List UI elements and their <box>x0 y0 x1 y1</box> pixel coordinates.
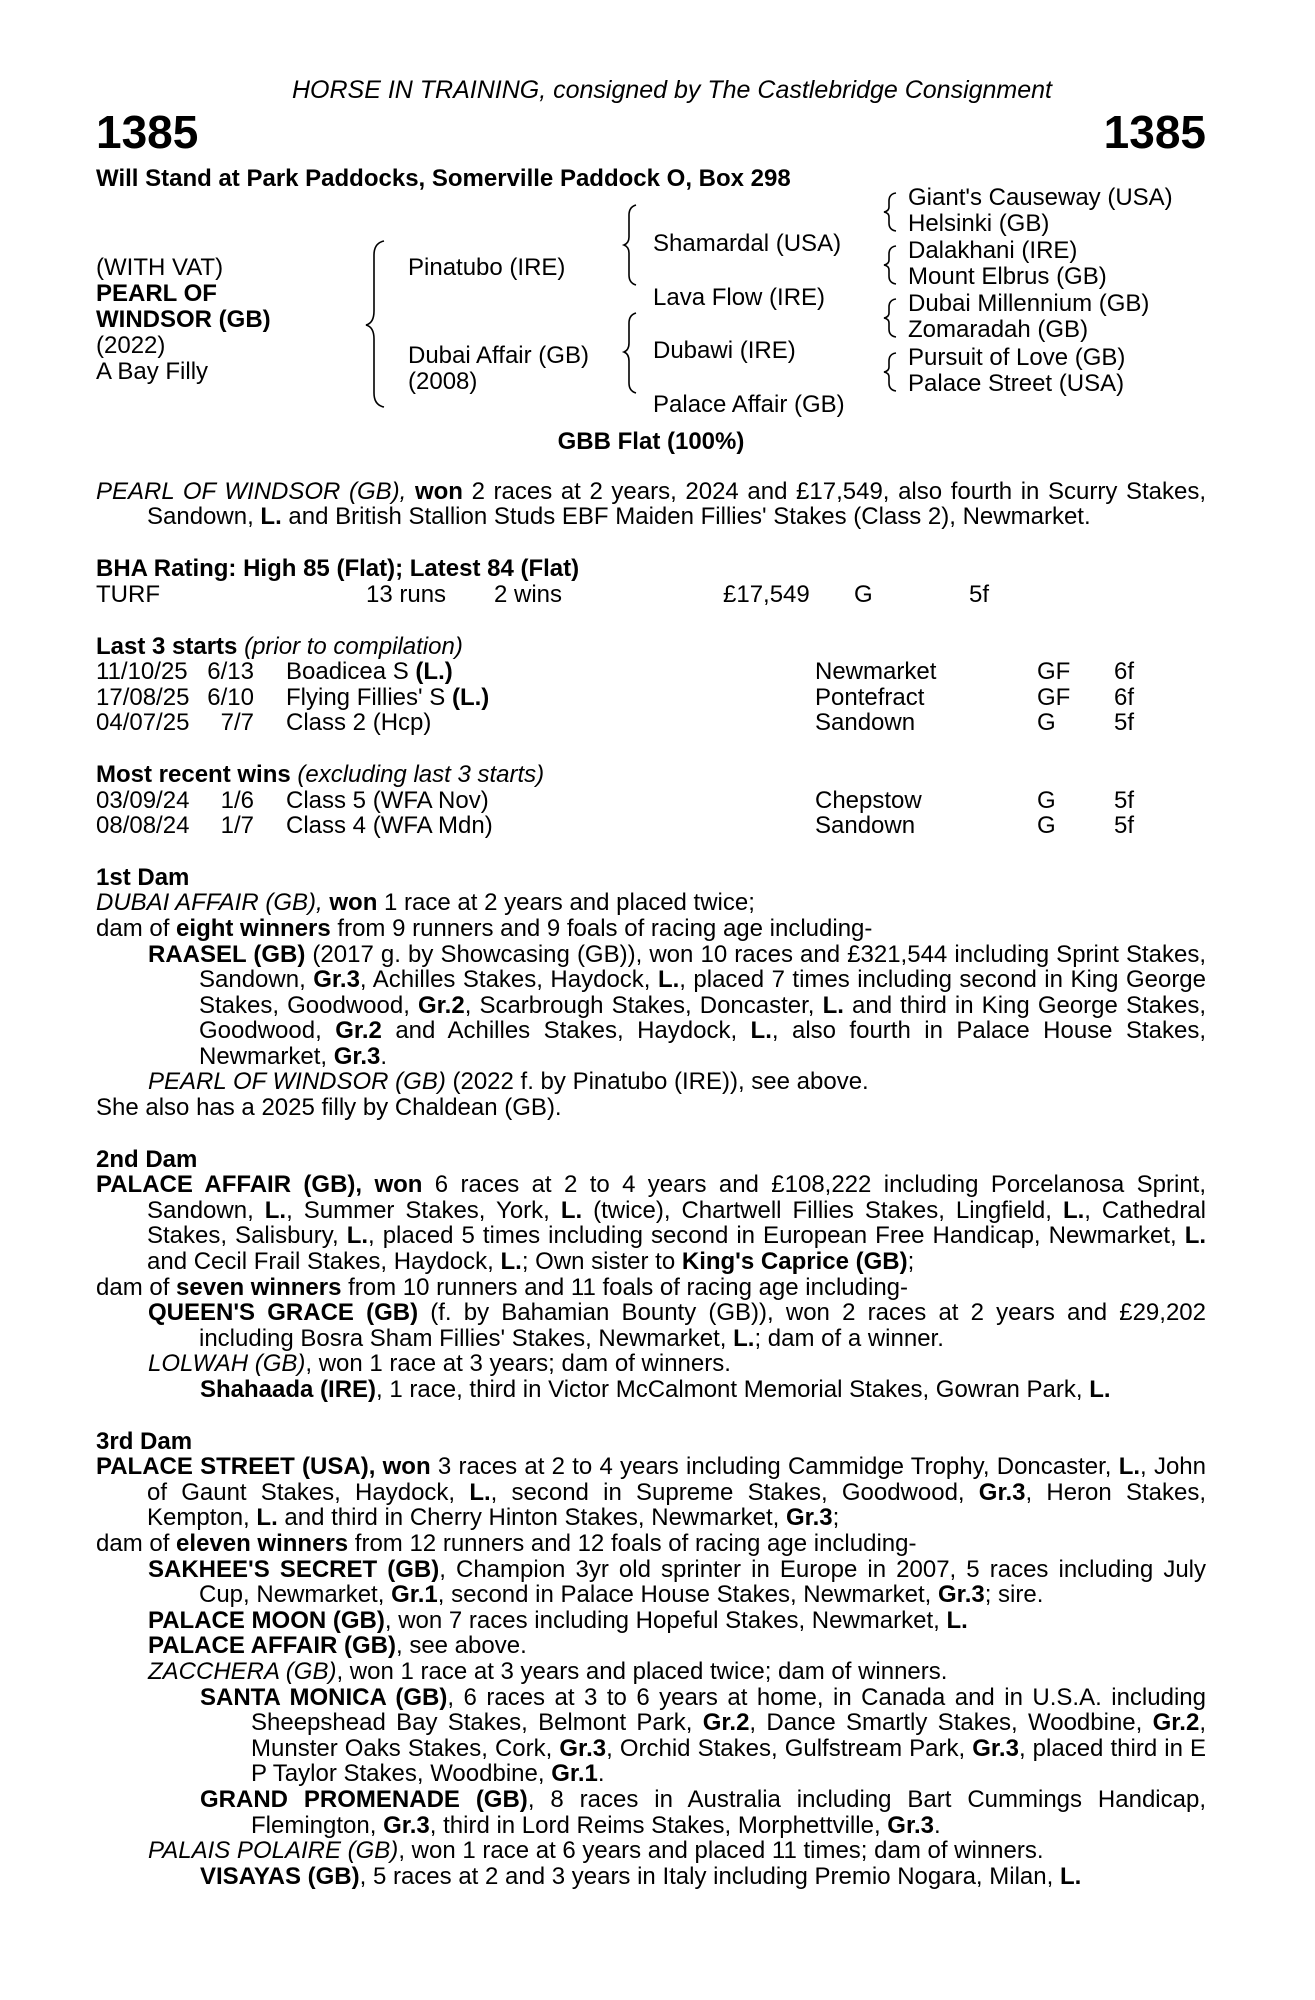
distance: 5f <box>969 580 990 608</box>
racecourse: Pontefract <box>815 683 925 711</box>
horse-name: LOLWAH (GB) <box>148 1350 306 1378</box>
race-title: Flying Fillies' S <box>286 683 452 711</box>
produce-palace-moon <box>96 1608 1206 1634</box>
race-grade: (L.) <box>415 658 453 686</box>
second-dam-heading: 2nd Dam <box>96 1145 198 1173</box>
text: , see above. <box>395 1632 527 1660</box>
horse-name: VISAYAS (GB) <box>200 1862 360 1890</box>
pedigree-table <box>96 184 1206 425</box>
text: ; <box>907 1248 915 1276</box>
listed-mark: L. <box>500 1248 522 1276</box>
text: (f. by Bahamian Bounty (GB)), won 2 races at 2 years and £29,202 including Bosra Sham Fillies' Stakes, Newmarket, <box>199 1299 1206 1352</box>
finish-position: 1/7 <box>220 812 254 840</box>
text: , 6 races at 3 to 6 years at home, in Canada and in U.S.A. including Sheepshead Bay Stakes, Belmont Park, <box>251 1683 1206 1737</box>
dam-name: PALACE AFFAIR (GB), <box>96 1171 363 1199</box>
produce-palais-polaire <box>96 1838 1206 1864</box>
recent-wins-table <box>96 788 1206 839</box>
horse-name: RAASEL (GB) <box>148 940 306 968</box>
horse-name: ZACCHERA (GB) <box>148 1657 337 1685</box>
grade-mark: Gr.2 <box>335 1017 382 1045</box>
text: ; <box>832 1504 840 1532</box>
listed-mark: L. <box>469 1478 491 1506</box>
listed-mark: L. <box>560 1196 583 1224</box>
dam-of-sire: Lava Flow (IRE) <box>653 284 826 312</box>
distance: 5f <box>1114 812 1135 840</box>
grade-mark: Gr.3 <box>785 1504 833 1532</box>
summary-won: won <box>414 477 463 505</box>
text: ; sire. <box>984 1581 1044 1609</box>
dam: Dubai Affair (GB) <box>408 342 589 370</box>
produce-santa-monica <box>96 1685 1206 1787</box>
second-dam-produce <box>96 1275 1206 1301</box>
text: from 9 runners and 9 foals of racing age including- <box>330 914 873 942</box>
first-dam-produce <box>96 916 1206 942</box>
ggd-3: Zomaradah (GB) <box>908 316 1089 344</box>
text: . <box>380 1042 388 1070</box>
grade-mark: Gr.3 <box>938 1581 985 1609</box>
race-title: Boadicea S <box>286 658 416 686</box>
heading-text: Most recent wins <box>96 760 291 788</box>
summary-text: 2 races at 2 years, 2024 and £17,549, also fourth in Scurry Stakes, Sandown, <box>147 477 1206 531</box>
listed-mark: L. <box>346 1222 369 1250</box>
stand-location: Will Stand at Park Paddocks, Somerville Paddock O, Box 298 <box>96 164 791 192</box>
listed-mark: L. <box>946 1606 968 1634</box>
text: , Munster Oaks Stakes, Cork, <box>251 1709 1206 1762</box>
text: , won 1 race at 6 years and placed 11 times; dam of winners. <box>398 1837 1044 1865</box>
going: G <box>854 580 873 608</box>
grade-mark: Gr.3 <box>313 966 360 994</box>
text: , second in Palace House Stakes, Newmarket, <box>437 1581 939 1609</box>
grade-mark: Gr.1 <box>551 1760 598 1788</box>
listed-mark: L. <box>657 966 680 994</box>
text: dam of <box>96 1529 177 1557</box>
produce-pearl <box>96 1069 1206 1095</box>
race-name <box>286 710 431 736</box>
page-header-title: HORSE IN TRAINING, consigned by The Castlebridge Consignment <box>291 76 1053 104</box>
listed-mark: L. <box>750 1017 772 1045</box>
text: ; Own sister to <box>521 1248 682 1276</box>
text: , won 1 race at 3 years and placed twice; dam of winners. <box>336 1657 948 1685</box>
horse-description: A Bay Filly <box>96 358 209 386</box>
produce-grand-promenade <box>96 1787 1206 1838</box>
ggs-3: Dubai Millennium (GB) <box>908 290 1150 318</box>
text: , Scarbrough Stakes, Doncaster, <box>464 991 823 1019</box>
first-dam-heading: 1st Dam <box>96 863 190 891</box>
finish-position: 1/6 <box>220 786 254 814</box>
last-3-heading <box>96 634 1206 660</box>
dam-name: PALACE STREET (USA), <box>96 1453 376 1481</box>
horse-name-line1: PEARL OF <box>96 280 217 308</box>
heading-text: Last 3 starts <box>96 632 238 660</box>
sire-of-dam: Dubawi (IRE) <box>653 337 796 365</box>
produce-visayas <box>96 1864 1206 1890</box>
text: , 5 races at 2 and 3 years in Italy including Premio Nogara, Milan, <box>359 1862 1060 1890</box>
produce-palace-affair <box>96 1633 1206 1659</box>
heading-note: (prior to compilation) <box>237 632 463 660</box>
heading-note: (excluding last 3 starts) <box>290 760 545 788</box>
race-name: Class 5 (WFA Nov) <box>286 786 489 814</box>
won-label: won <box>329 889 378 917</box>
third-dam-record <box>96 1454 1206 1531</box>
grade-mark: Gr.3 <box>333 1042 381 1070</box>
winners-count: eight winners <box>176 914 331 942</box>
distance: 5f <box>1114 786 1135 814</box>
ggs-4: Pursuit of Love (GB) <box>908 344 1126 372</box>
dam-year: (2008) <box>408 368 478 396</box>
won-label: won <box>374 1171 423 1199</box>
text: 1 race at 2 years and placed twice; <box>377 889 755 917</box>
grade-mark: Gr.3 <box>887 1811 934 1839</box>
text: , Dance Smartly Stakes, Woodbine, <box>749 1709 1153 1737</box>
bha-rating: BHA Rating: High 85 (Flat); Latest 84 (Flat) <box>96 554 580 582</box>
text: , John of Gaunt Stakes, Haydock, <box>147 1453 1206 1506</box>
listed-mark: L. <box>1089 1376 1111 1403</box>
race-date: 17/08/25 <box>96 683 190 711</box>
ggd-2: Mount Elbrus (GB) <box>908 263 1107 291</box>
turf-record <box>96 582 1206 608</box>
grade-mark: Gr.3 <box>383 1811 430 1839</box>
summary-horse-name: PEARL OF WINDSOR (GB), <box>96 477 407 505</box>
distance: 5f <box>1114 709 1135 737</box>
produce-lolwah <box>96 1351 1206 1377</box>
wins: 2 wins <box>494 580 563 608</box>
form-row <box>96 788 1206 814</box>
recent-wins-heading <box>96 762 1206 788</box>
third-dam-produce <box>96 1531 1206 1557</box>
sire: Pinatubo (IRE) <box>408 254 566 282</box>
text: and Achilles Stakes, Haydock, <box>381 1017 751 1045</box>
listed-mark: L. <box>260 503 282 531</box>
listed-mark: L. <box>1184 1222 1207 1250</box>
produce-raasel <box>96 942 1206 1070</box>
finish-position: 7/7 <box>220 709 254 737</box>
lot-number-left: 1385 <box>96 105 199 158</box>
text: ; dam of a winner. <box>754 1324 944 1352</box>
sire-of-sire: Shamardal (USA) <box>653 230 842 258</box>
text: , Summer Stakes, York, <box>286 1196 561 1224</box>
ggs-1: Giant's Causeway (USA) <box>908 184 1173 212</box>
text: , Achilles Stakes, Haydock, <box>359 966 658 994</box>
going: G <box>1037 709 1056 737</box>
race-date: 11/10/25 <box>96 658 188 686</box>
form-row <box>96 710 1206 736</box>
text: and Cecil Frail Stakes, Haydock, <box>147 1248 501 1276</box>
distance: 6f <box>1114 658 1135 686</box>
first-dam-also: She also has a 2025 filly by Chaldean (GB). <box>96 1094 562 1122</box>
text: , won 7 races including Hopeful Stakes, Newmarket, <box>384 1606 947 1634</box>
vat-label: (WITH VAT) <box>96 254 224 282</box>
text: . <box>597 1760 605 1788</box>
dam-name: DUBAI AFFAIR (GB), <box>96 889 323 917</box>
won-label: won <box>382 1453 431 1481</box>
listed-mark: L. <box>1059 1862 1082 1890</box>
grade-mark: Gr.3 <box>559 1734 607 1762</box>
listed-mark: L. <box>822 991 844 1019</box>
finish-position: 6/10 <box>207 683 254 711</box>
sister-name: King's Caprice (GB) <box>681 1248 908 1276</box>
text: , Heron Stakes, Kempton, <box>147 1478 1206 1532</box>
ggd-4: Palace Street (USA) <box>908 370 1125 398</box>
text: , 1 race, third in Victor McCalmont Memorial Stakes, Gowran Park, <box>376 1376 1090 1403</box>
text: , also fourth in Palace House Stakes, Newmarket, <box>199 1017 1206 1070</box>
catalogue-page <box>96 78 1206 1889</box>
race-title: Class 2 (Hcp) <box>286 709 432 737</box>
horse-name-line2: WINDSOR (GB) <box>96 306 271 334</box>
last-3-table <box>96 659 1206 736</box>
race-date: 03/09/24 <box>96 786 190 814</box>
race-summary <box>96 479 1206 530</box>
text: (2017 g. by Showcasing (GB)), won 10 races and £321,544 including Sprint Stakes, Sandown, <box>199 940 1207 994</box>
text: and third in Cherry Hinton Stakes, Newmarket, <box>277 1504 786 1532</box>
finish-position: 6/13 <box>207 658 254 686</box>
text: , placed 5 times including second in European Free Handicap, Newmarket, <box>368 1222 1185 1250</box>
text: , third in Lord Reims Stakes, Morphettville, <box>429 1811 888 1839</box>
prize-money: £17,549 <box>723 580 810 608</box>
racecourse: Newmarket <box>815 658 937 686</box>
horse-name: QUEEN'S GRACE (GB) <box>148 1299 419 1327</box>
grade-mark: Gr.2 <box>702 1709 750 1737</box>
grade-mark: Gr.3 <box>972 1734 1019 1762</box>
horse-name: PEARL OF WINDSOR (GB) <box>148 1068 446 1096</box>
racecourse: Sandown <box>815 709 916 737</box>
text: (2022 f. by Pinatubo (IRE)), see above. <box>445 1068 869 1096</box>
text: , won 1 race at 3 years; dam of winners. <box>305 1350 731 1378</box>
produce-sakhees-secret <box>96 1557 1206 1608</box>
lot-number-right: 1385 <box>1103 105 1206 158</box>
produce-shahaada <box>96 1377 1206 1403</box>
text: , 8 races in Australia including Bart Cummings Handicap, Flemington, <box>251 1785 1207 1839</box>
horse-name: SANTA MONICA (GB) <box>200 1683 448 1711</box>
lot-number-row <box>96 105 1206 158</box>
text: and third in King George Stakes, Goodwood, <box>199 991 1206 1045</box>
horse-name: PALACE AFFAIR (GB) <box>148 1632 396 1660</box>
listed-mark: L. <box>1118 1453 1141 1481</box>
text: 3 races at 2 to 4 years including Cammidge Trophy, Doncaster, <box>430 1453 1119 1481</box>
horse-name: SAKHEE'S SECRET (GB) <box>148 1555 440 1583</box>
dam-of-dam: Palace Affair (GB) <box>653 391 845 419</box>
second-dam-record <box>96 1172 1206 1274</box>
listed-mark: L. <box>733 1324 755 1352</box>
runs: 13 runs <box>366 580 447 608</box>
racecourse: Chepstow <box>815 786 922 814</box>
race-name <box>286 659 453 685</box>
text: , placed third in E P Taylor Stakes, Woodbine, <box>251 1734 1206 1788</box>
text: (twice), Chartwell Fillies Stakes, Lingfield, <box>582 1196 1063 1224</box>
produce-zacchera <box>96 1659 1206 1685</box>
grade-mark: Gr.2 <box>417 991 465 1019</box>
foaled-year: (2022) <box>96 332 166 360</box>
text: from 10 runners and 11 foals of racing age including- <box>341 1273 909 1301</box>
racecourse: Sandown <box>815 812 916 840</box>
grade-mark: Gr.3 <box>978 1478 1026 1506</box>
text: , second in Supreme Stakes, Goodwood, <box>490 1478 979 1506</box>
surface: TURF <box>96 580 160 608</box>
grade-mark: Gr.2 <box>1152 1709 1200 1737</box>
form-row <box>96 685 1206 711</box>
first-dam-record <box>96 890 1206 916</box>
race-name <box>286 685 489 711</box>
going: GF <box>1037 683 1071 711</box>
text: from 12 runners and 12 foals of racing age including- <box>348 1529 917 1557</box>
grade-mark: Gr.1 <box>391 1581 438 1609</box>
horse-name: PALACE MOON (GB) <box>148 1606 385 1634</box>
third-dam-heading: 3rd Dam <box>96 1427 193 1455</box>
ggs-2: Dalakhani (IRE) <box>908 237 1078 265</box>
text: dam of <box>96 914 177 942</box>
going: G <box>1037 812 1056 840</box>
going: GF <box>1037 658 1071 686</box>
text: , placed 7 times including second in King George Stakes, Goodwood, <box>199 966 1207 1019</box>
going: G <box>1037 786 1056 814</box>
form-row <box>96 813 1206 839</box>
ggd-1: Helsinki (GB) <box>908 210 1050 238</box>
gbb-label: GBB Flat (100%) <box>557 428 745 456</box>
race-name: Class 4 (WFA Mdn) <box>286 812 493 840</box>
race-date: 04/07/25 <box>96 709 190 737</box>
listed-mark: L. <box>256 1504 278 1532</box>
winners-count: seven winners <box>176 1273 342 1301</box>
form-row <box>96 659 1206 685</box>
winners-count: eleven winners <box>176 1529 349 1557</box>
produce-queens-grace <box>96 1300 1206 1351</box>
horse-name: Shahaada (IRE) <box>200 1376 377 1403</box>
text: . <box>933 1811 941 1839</box>
horse-name: PALAIS POLAIRE (GB) <box>148 1837 399 1865</box>
race-grade: (L.) <box>451 683 490 711</box>
text: , Cathedral Stakes, Salisbury, <box>147 1196 1206 1250</box>
text: , Champion 3yr old sprinter in Europe in 2007, 5 races including July Cup, Newmarket, <box>199 1555 1207 1609</box>
race-date: 08/08/24 <box>96 812 190 840</box>
listed-mark: L. <box>264 1196 287 1224</box>
text: , Orchid Stakes, Gulfstream Park, <box>606 1734 973 1762</box>
summary-text: and British Stallion Studs EBF Maiden Fillies' Stakes (Class 2), Newmarket. <box>281 503 1091 531</box>
listed-mark: L. <box>1062 1196 1085 1224</box>
text: 6 races at 2 to 4 years and £108,222 including Porcelanosa Sprint, Sandown, <box>147 1171 1206 1224</box>
distance: 6f <box>1114 683 1135 711</box>
horse-name: GRAND PROMENADE (GB) <box>200 1785 528 1813</box>
text: dam of <box>96 1273 177 1301</box>
